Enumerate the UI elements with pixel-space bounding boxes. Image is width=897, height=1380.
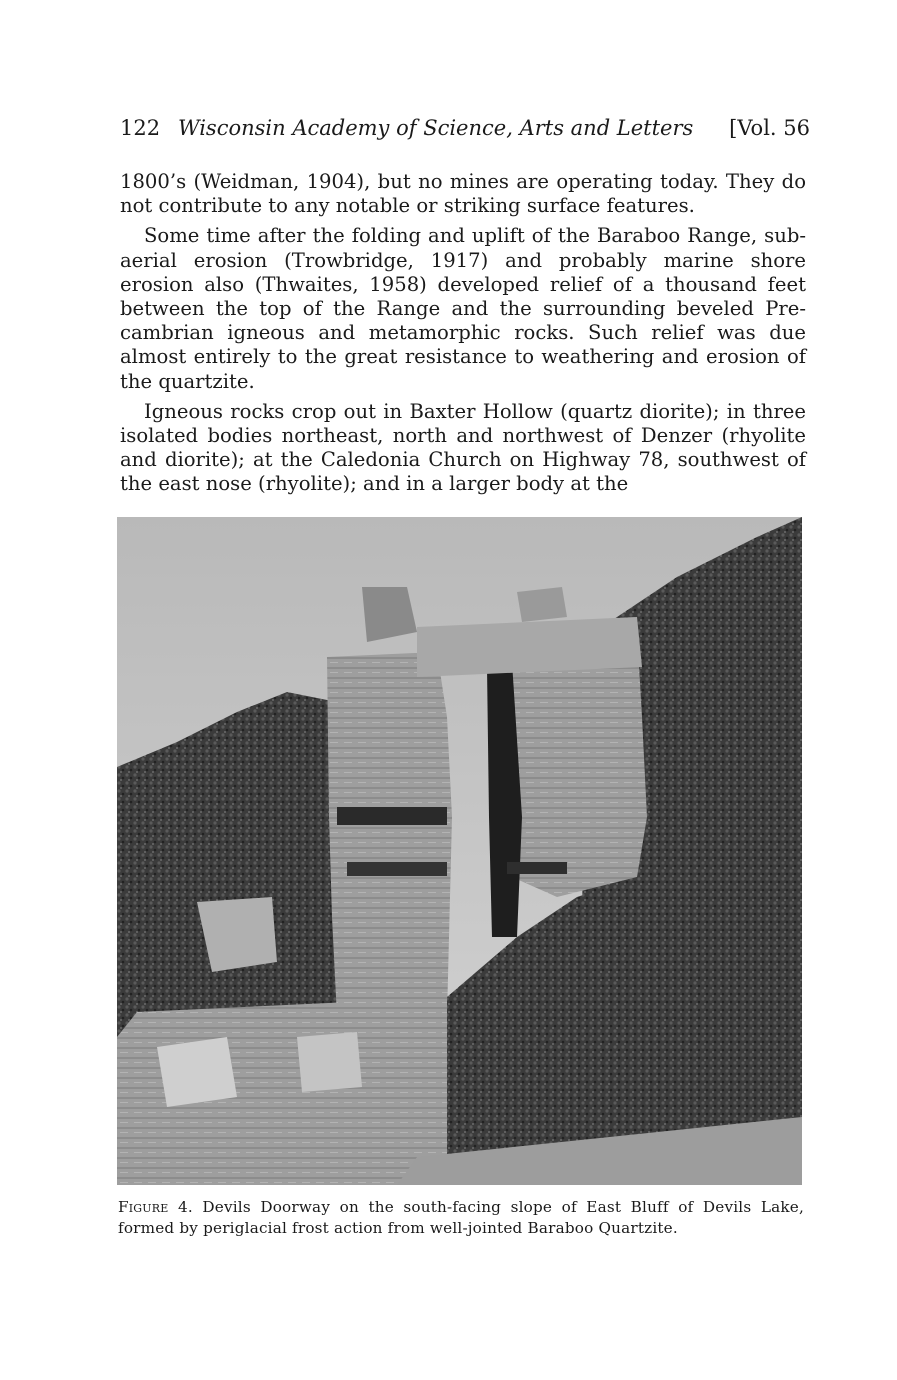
figure-label: Figure 4. (118, 1198, 193, 1216)
figure-photograph (117, 517, 802, 1185)
running-header (120, 116, 810, 146)
body-text (120, 170, 806, 503)
rock-formation-photo (117, 517, 802, 1185)
caption-text: Devils Doorway on the south-facing slope of East Bluff of Devils Lake, formed by periglacial frost action from well-jointed Baraboo Quartzite. (118, 1198, 804, 1237)
paragraph: Some time after the folding and uplift of the Baraboo Range, sub-aerial erosion (Trowbridge, 1917) and probably marine shore erosion also (Thwaites, 1958) developed relief of a thousand feet between the top of the Range and the surrounding beveled Pre-cambrian igneous and metamorphic rocks. Such relief was due almost entirely to the great resistance to weathering and erosion of the quartzite. (120, 224, 806, 393)
paragraph: 1800’s (Weidman, 1904), but no mines are operating today. They do not contribute to any notable or striking surface features. (120, 170, 806, 218)
journal-title: Wisconsin Academy of Science, Arts and Letters (178, 116, 694, 140)
page-number: 122 (120, 116, 161, 140)
paragraph: Igneous rocks crop out in Baxter Hollow (quartz diorite); in three isolated bodies northeast, north and northwest of Denzer (rhyolite and diorite); at the Caledonia Church on Highway 78, southwest of the east nose (rhyolite); and in a larger body at the (120, 399, 806, 496)
figure-caption (118, 1197, 804, 1239)
volume-label: [Vol. 56 (729, 116, 810, 140)
